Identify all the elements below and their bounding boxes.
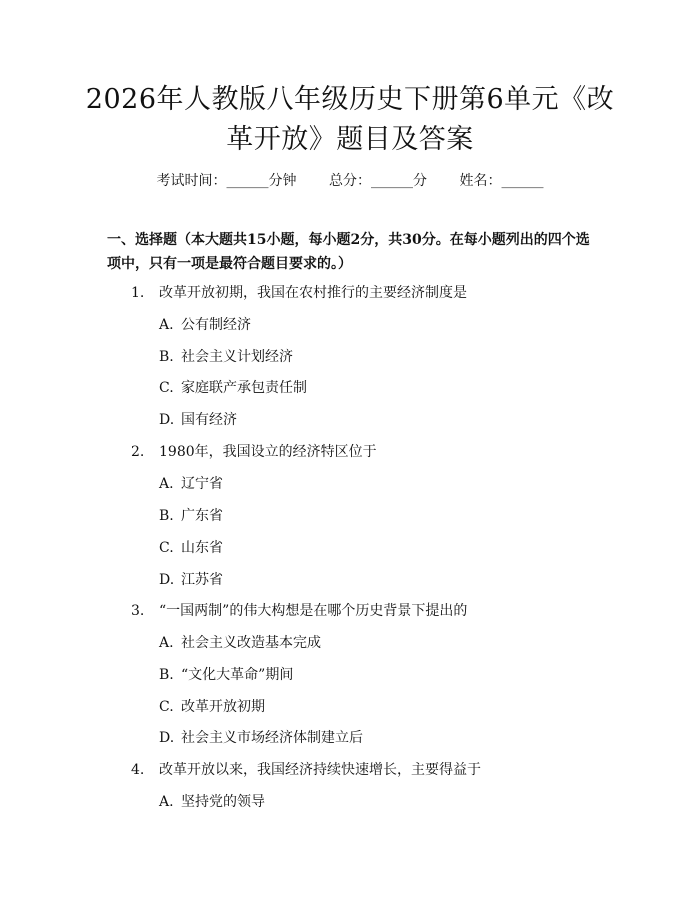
option-text: 改革开放初期 bbox=[181, 699, 265, 715]
option-1c bbox=[159, 377, 307, 397]
question-4 bbox=[131, 759, 481, 779]
option-3d bbox=[159, 727, 363, 747]
option-3a bbox=[159, 632, 321, 652]
question-2 bbox=[131, 441, 377, 461]
option-1a bbox=[159, 314, 251, 334]
exam-time: 考试时间：______分钟 bbox=[156, 173, 297, 189]
question-text: 改革开放以来，我国经济持续快速增长，主要得益于 bbox=[159, 762, 481, 778]
option-text: 社会主义市场经济体制建立后 bbox=[181, 730, 363, 746]
option-letter: C. bbox=[159, 540, 174, 556]
option-2c bbox=[159, 537, 223, 557]
option-text: 国有经济 bbox=[181, 412, 237, 428]
option-letter: B. bbox=[159, 508, 174, 524]
option-2a bbox=[159, 473, 223, 493]
question-text: “一国两制”的伟大构想是在哪个历史背景下提出的 bbox=[159, 603, 468, 619]
question-number: 4. bbox=[131, 762, 145, 778]
section-heading-line-2: 项中，只有一项是最符合题目要求的。） bbox=[107, 256, 352, 272]
option-text: 社会主义计划经济 bbox=[181, 349, 293, 365]
option-1b bbox=[159, 346, 293, 366]
question-3 bbox=[131, 600, 467, 620]
option-text: “文化大革命”期间 bbox=[181, 667, 294, 683]
document-title bbox=[60, 80, 640, 160]
exam-score: 总分：______分 bbox=[329, 173, 427, 189]
option-4a bbox=[159, 791, 265, 811]
option-1d bbox=[159, 409, 237, 429]
option-3c bbox=[159, 696, 265, 716]
option-text: 江苏省 bbox=[181, 572, 223, 588]
option-letter: B. bbox=[159, 349, 174, 365]
option-letter: A. bbox=[159, 635, 174, 651]
option-2d bbox=[159, 569, 223, 589]
option-text: 家庭联产承包责任制 bbox=[181, 380, 307, 396]
section-heading bbox=[107, 228, 607, 276]
title-line-1: 2026年人教版八年级历史下册第6单元《改 bbox=[85, 84, 615, 115]
exam-info bbox=[0, 170, 700, 190]
option-letter: D. bbox=[159, 412, 175, 428]
option-letter: A. bbox=[159, 794, 174, 810]
option-letter: A. bbox=[159, 476, 174, 492]
option-3b bbox=[159, 664, 293, 684]
option-text: 坚持党的领导 bbox=[181, 794, 265, 810]
option-text: 山东省 bbox=[181, 540, 223, 556]
question-number: 2. bbox=[131, 444, 145, 460]
question-text: 1980年，我国设立的经济特区位于 bbox=[159, 444, 377, 460]
question-1 bbox=[131, 282, 467, 302]
option-text: 公有制经济 bbox=[181, 317, 251, 333]
option-letter: C. bbox=[159, 699, 174, 715]
question-number: 3. bbox=[131, 603, 145, 619]
option-letter: A. bbox=[159, 317, 174, 333]
option-text: 广东省 bbox=[181, 508, 223, 524]
option-letter: B. bbox=[159, 667, 174, 683]
option-text: 辽宁省 bbox=[181, 476, 223, 492]
option-2b bbox=[159, 505, 223, 525]
option-letter: D. bbox=[159, 572, 175, 588]
question-text: 改革开放初期，我国在农村推行的主要经济制度是 bbox=[159, 285, 467, 301]
student-name: 姓名：______ bbox=[459, 173, 544, 189]
title-line-2: 革开放》题目及答案 bbox=[226, 124, 474, 155]
question-number: 1. bbox=[131, 285, 145, 301]
option-letter: C. bbox=[159, 380, 174, 396]
section-heading-line-1: 一、选择题（本大题共15小题，每小题2分，共30分。在每小题列出的四个选 bbox=[107, 232, 590, 248]
option-letter: D. bbox=[159, 730, 175, 746]
option-text: 社会主义改造基本完成 bbox=[181, 635, 321, 651]
